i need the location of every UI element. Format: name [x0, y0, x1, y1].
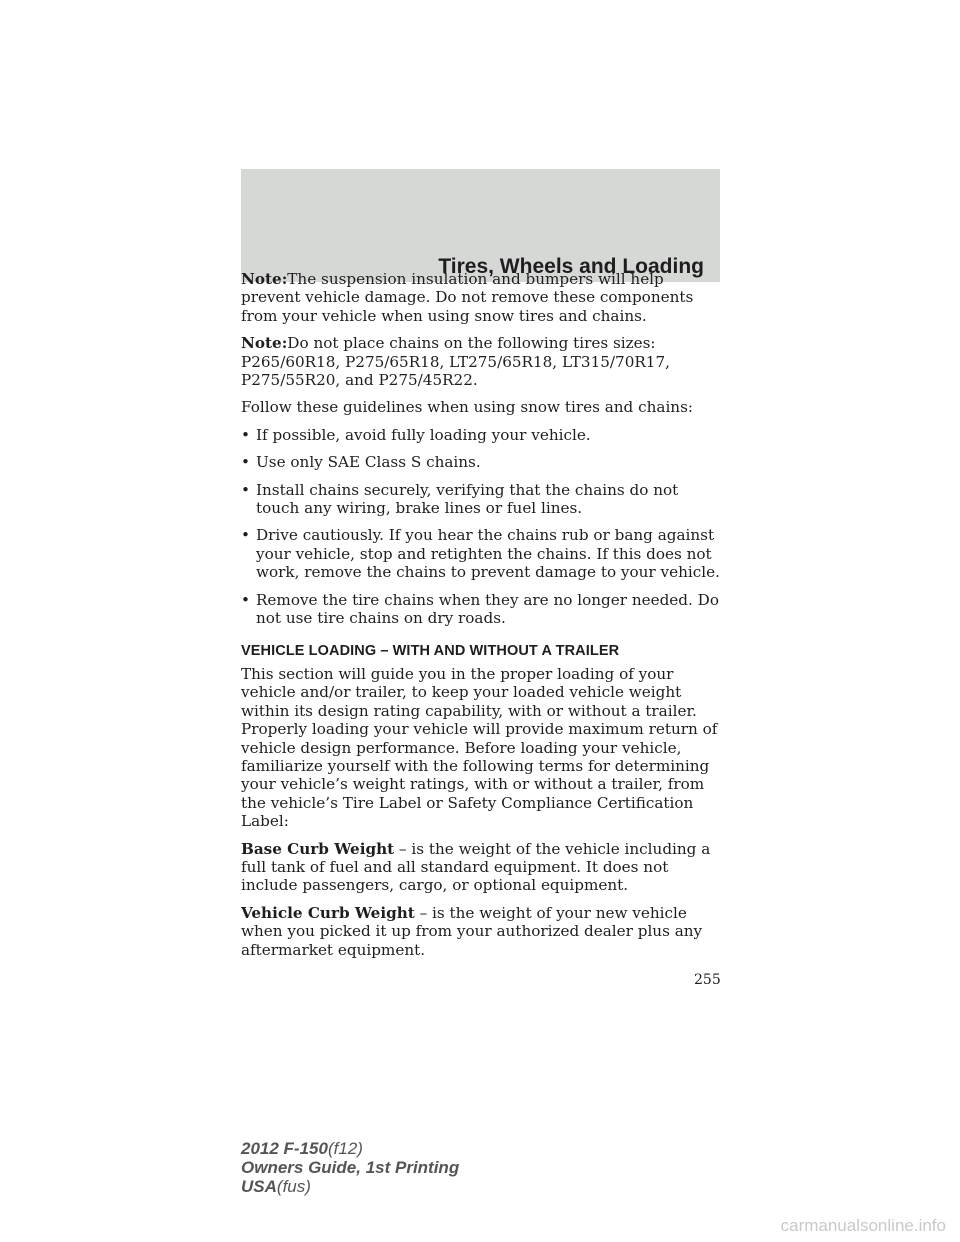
definition-paragraph: [241, 904, 721, 959]
definition-text: – is the weight of the vehicle including a full tank of fuel and all standard equipment. It does not include passengers, cargo, or optional equipment.: [241, 839, 711, 895]
list-item: • If possible, avoid fully loading your vehicle.: [241, 425, 591, 444]
definition-paragraph: [241, 840, 721, 895]
footer-line-guide: Owners Guide, 1st Printing: [241, 1158, 460, 1177]
note-label: Note:: [241, 334, 288, 353]
bullet-icon: •: [241, 425, 250, 444]
section-header-band: [241, 169, 720, 282]
bullet-icon: •: [241, 526, 250, 545]
definition-term: Vehicle Curb Weight: [241, 903, 415, 922]
definition-text: – is the weight of your new vehicle when you picked it up from your authorized dealer plus any aftermarket equipment.: [241, 903, 703, 959]
bullet-icon: •: [241, 453, 250, 472]
section-heading: VEHICLE LOADING – WITH AND WITHOUT A TRAILER: [241, 642, 620, 659]
note-paragraph: [241, 334, 721, 389]
print-footer: [241, 1139, 459, 1196]
list-item: • Install chains securely, verifying that the chains do not touch any wiring, brake lines or fuel lines.: [241, 480, 679, 518]
bullet-icon: •: [241, 590, 250, 609]
section-title: Tires, Wheels and Loading: [438, 255, 704, 278]
footer-line-region: USA(fus): [241, 1177, 311, 1196]
guidelines-intro: Follow these guidelines when using snow tires and chains:: [241, 398, 693, 417]
section-intro: This section will guide you in the proper loading of your vehicle and/or trailer, to keep your loaded vehicle weight within its design rating capability, with or without a trailer. Properly loading your vehicle will provide maximum return of vehicle design performance. Before loading your vehicle, familiarize yourself with the following terms for determining your vehicle’s weight ratings, with or without a trailer, from the vehicle’s Tire Label or Safety Compliance Certification Label:: [241, 664, 718, 831]
list-item: • Drive cautiously. If you hear the chains rub or bang against your vehicle, stop and retighten the chains. If this does not work, remove the chains to prevent damage to your vehicle.: [241, 526, 720, 582]
footer-line-model: 2012 F-150(f12): [241, 1139, 363, 1158]
watermark: carmanualsonline.info: [780, 1216, 946, 1235]
bullet-icon: •: [241, 480, 250, 499]
note-text: The suspension insulation and bumpers will help prevent vehicle damage. Do not remove these components from your vehicle when using snow tires and chains.: [241, 270, 694, 325]
guidelines-list: [241, 426, 721, 628]
list-item: • Remove the tire chains when they are no longer needed. Do not use tire chains on dry roads.: [241, 590, 719, 628]
note-paragraph: [241, 270, 721, 325]
note-label: Note:: [241, 270, 288, 288]
page-content: [241, 270, 721, 968]
definition-term: Base Curb Weight: [241, 839, 395, 858]
list-item: • Use only SAE Class S chains.: [241, 453, 481, 472]
note-text: Do not place chains on the following tires sizes: P265/60R18, P275/65R18, LT275/65R18, LT315/70R17, P275/55R20, and P275/45R22.: [241, 334, 670, 390]
page-number: 255: [694, 972, 721, 988]
